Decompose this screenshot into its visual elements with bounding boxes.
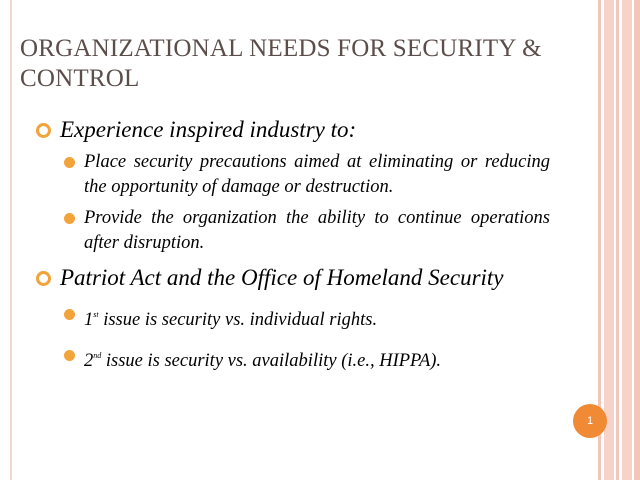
ordinal-suffix: nd — [93, 351, 102, 360]
bullet-level2 — [62, 302, 550, 333]
right-decorative-stripe — [616, 0, 619, 480]
bullet-text: issue is security vs. individual rights. — [98, 310, 378, 330]
bullet-text: Provide the organization the ability to continue operations after disruption. — [84, 208, 550, 253]
ordinal-number: 1 — [84, 310, 94, 330]
ordinal-number: 2 — [84, 351, 94, 371]
page-number-badge: 1 — [573, 404, 607, 438]
bullet-level2 — [62, 206, 550, 256]
ring-bullet-icon — [36, 271, 51, 286]
bullet-level1 — [32, 116, 550, 144]
right-decorative-stripe — [634, 0, 640, 480]
right-decorative-stripe — [622, 0, 632, 480]
left-decorative-rule — [10, 0, 12, 480]
bullet-text: Place security precautions aimed at eliminating or reducing the opportunity of damage or destruction. — [84, 152, 550, 197]
dot-bullet-icon — [64, 157, 75, 168]
dot-bullet-icon — [64, 350, 75, 361]
slide-body — [32, 116, 550, 374]
bullet-text: Patriot Act and the Office of Homeland Security — [60, 265, 504, 290]
ordinal-suffix: st — [93, 310, 99, 319]
bullet-level2 — [62, 343, 550, 374]
bullet-level2 — [62, 150, 550, 200]
bullet-text: issue is security vs. availability (i.e., HIPPA). — [101, 351, 442, 371]
dot-bullet-icon — [64, 213, 75, 224]
dot-bullet-icon — [64, 309, 75, 320]
bullet-text: Experience inspired industry to: — [60, 117, 357, 142]
ring-bullet-icon — [36, 123, 51, 138]
bullet-level1 — [32, 264, 550, 292]
right-decorative-stripe — [604, 0, 614, 480]
slide-title: ORGANIZATIONAL NEEDS FOR SECURITY & CONTROL — [20, 35, 542, 92]
